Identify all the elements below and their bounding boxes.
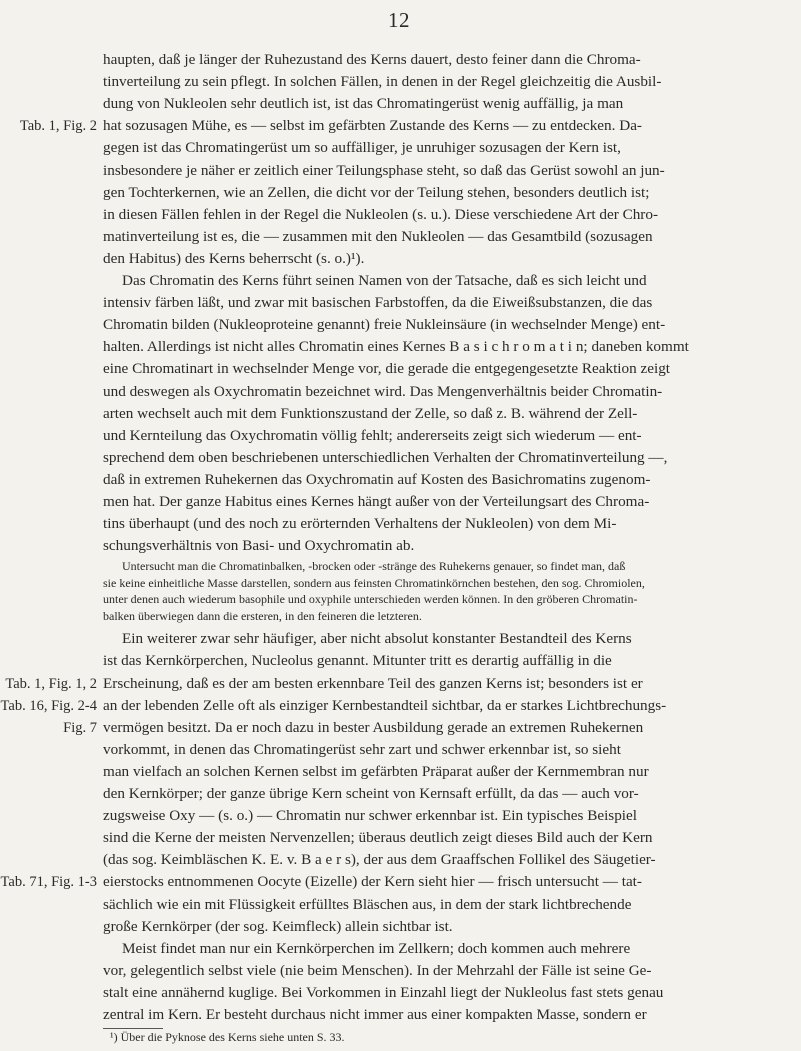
text-line: zugsweise Oxy — (s. o.) — Chromatin nur schwer erkennbar ist. Ein typisches Beispiel (103, 807, 637, 825)
text-line: tinverteilung zu sein pflegt. In solchen Fällen, in denen in der Regel gleichzeitig die Ausbil- (103, 73, 662, 91)
text-line: sind die Kerne der meisten Nervenzellen; überaus deutlich zeigt dieses Bild auch der Kern (103, 829, 653, 847)
text-line: arten wechselt auch mit dem Funktionszustand der Zelle, so daß z. B. während der Zell- (103, 404, 638, 422)
text-line: schungsverhältnis von Basi- und Oxychromatin ab. (103, 537, 415, 555)
text-line: intensiv färben läßt, und zwar mit basischen Farbstoffen, da die Eiweißsubstanzen, die das (103, 294, 653, 312)
text-line: und deswegen als Oxychromatin bezeichnet wird. Das Mengenverhältnis beider Chromatin- (103, 382, 663, 400)
text-line: sprechend dem oben beschriebenen unterschiedlichen Verhalten der Chromatinverteilung —, (103, 448, 668, 466)
margin-note-tab16-fig24: Tab. 16, Fig. 2-4 (0, 697, 97, 714)
text-line: Das Chromatin des Kerns führt seinen Namen von der Tatsache, daß es sich leicht und (122, 272, 647, 289)
margin-note-tab1-fig2: Tab. 1, Fig. 2 (19, 118, 97, 135)
text-line: vor, gelegentlich selbst viele (nie beim Menschen). In der Mehrzahl der Fälle ist seine Ge- (103, 961, 652, 979)
margin-note-tab1-fig12: Tab. 1, Fig. 1, 2 (5, 675, 97, 692)
footnote: ¹) Über die Pyknose des Kerns siehe unten S. 33. (110, 1030, 345, 1045)
footnote-rule (103, 1028, 163, 1029)
text-line: halten. Allerdings ist nicht alles Chromatin eines Kernes B a s i c h r o m a t i n; daneben kommt (103, 338, 689, 356)
margin-note-fig7: Fig. 7 (63, 719, 97, 736)
text-line: hat sozusagen Mühe, es — selbst im gefärbten Zustande des Kerns — zu entdecken. Da- (103, 117, 642, 135)
text-line: matinverteilung ist es, die — zusammen mit den Nukleolen — das Gesamtbild (sozusagen (103, 227, 653, 245)
page-number: 12 (388, 8, 410, 32)
text-line: Ein weiterer zwar sehr häufiger, aber nicht absolut konstanter Bestandteil des Kerns (122, 630, 632, 648)
small-print-line: balken überwiegen dann die ersteren, in den feineren die letzteren. (103, 608, 422, 623)
text-line: in diesen Fällen fehlen in der Regel die Nukleolen (s. u.). Diese verschiedene Art der Chro- (103, 205, 659, 223)
text-line: dung von Nukleolen sehr deutlich ist, ist das Chromatingerüst wenig auffällig, ja man (103, 95, 624, 113)
text-line: gen Tochterkernen, wie an Zellen, die dicht vor der Teilung stehen, besonders deutlich ist; (103, 183, 650, 201)
text-line: vermögen besitzt. Da er noch dazu in bester Ausbildung gerade an extremen Ruhekernen (103, 718, 644, 736)
margin-note-tab71-fig13: Tab. 71, Fig. 1-3 (0, 874, 97, 891)
small-print-line: Untersucht man die Chromatinbalken, -brocken oder -stränge des Ruhekerns genauer, so findet man, daß (122, 559, 626, 574)
text-line: Meist findet man nur ein Kernkörperchen im Zellkern; doch kommen auch mehrere (122, 939, 631, 957)
text-line: tins überhaupt (und des noch zu erörternden Verhaltens der Nukleolen) von dem Mi- (103, 515, 617, 533)
text-line: stalt eine annähernd kuglige. Bei Vorkommen in Einzahl liegt der Nukleolus fast stets genau (103, 983, 664, 1001)
text-line: gegen ist das Chromatingerüst um so auffälliger, je unruhiger sozusagen der Kern ist, (103, 139, 621, 157)
text-line: und Kernteilung das Oxychromatin völlig fehlt; andererseits zeigt sich wiederum — ent- (103, 426, 642, 444)
text-line: haupten, daß je länger der Ruhezustand des Kerns dauert, desto feiner dann die Chroma- (103, 51, 641, 68)
text-line: daß in extremen Ruhekernen das Oxychromatin auf Kosten des Basichromatins zugenom- (103, 470, 651, 488)
text-line: vorkommt, in denen das Chromatingerüst sehr zart und schwer erkennbar ist, so sieht (103, 740, 621, 758)
text-line: eierstocks entnommenen Oocyte (Eizelle) der Kern sieht hier — frisch untersucht — tat- (103, 873, 642, 891)
text-line: den Kernkörper; der ganze übrige Kern scheint von Kernsaft erfüllt, da das — auch vor- (103, 785, 639, 802)
text-line: den Habitus) des Kerns beherrscht (s. o.)¹). (103, 249, 365, 267)
small-print-line: sie keine einheitliche Masse darstellen, sondern aus feinsten Chromatinkörnchen bestehen, den sog. Chromiolen, (103, 575, 645, 590)
text-line: (das sog. Keimbläschen K. E. v. B a e r s), der aus dem Graaffschen Follikel des Säugetier- (103, 851, 656, 869)
small-print-line: unter denen auch wiederum basophile und oxyphile unterschieden werden können. In den gröberen Chromatin- (103, 592, 638, 607)
text-line: man vielfach an solchen Kernen selbst im gefärbten Präparat außer der Kernmembran nur (103, 762, 649, 780)
text-line: eine Chromatinart in wechselnder Menge vor, die gerade die entgegengesetzte Reaktion zeigt (103, 360, 671, 378)
text-line: Erscheinung, daß es der am besten erkennbare Teil des ganzen Kerns ist; besonders ist er (103, 674, 643, 692)
text-line: sächlich wie ein mit Flüssigkeit erfülltes Bläschen aus, in dem der stark lichtbrechende (103, 895, 632, 913)
text-line: men hat. Der ganze Habitus eines Kernes hängt außer von der Verteilungsart des Chroma- (103, 493, 650, 510)
text-line: insbesondere je näher er zeitlich einer Teilungsphase steht, so daß das Gerüst sowohl an jun- (103, 161, 665, 179)
text-line: zentral im Kern. Er besteht durchaus nicht immer aus einer kompakten Masse, sondern er (103, 1006, 647, 1023)
text-line: Chromatin bilden (Nukleoproteine genannt) freie Nukleinsäure (in wechselnder Menge) ent- (103, 316, 666, 334)
text-line: an der lebenden Zelle oft als einziger Kernbestandteil sichtbar, da er starkes Lichtbrechungs- (103, 696, 667, 714)
text-line: große Kernkörper (der sog. Keimfleck) allein sichtbar ist. (103, 917, 453, 935)
text-line: ist das Kernkörperchen, Nucleolus genannt. Mitunter tritt es derartig auffällig in die (103, 652, 612, 670)
